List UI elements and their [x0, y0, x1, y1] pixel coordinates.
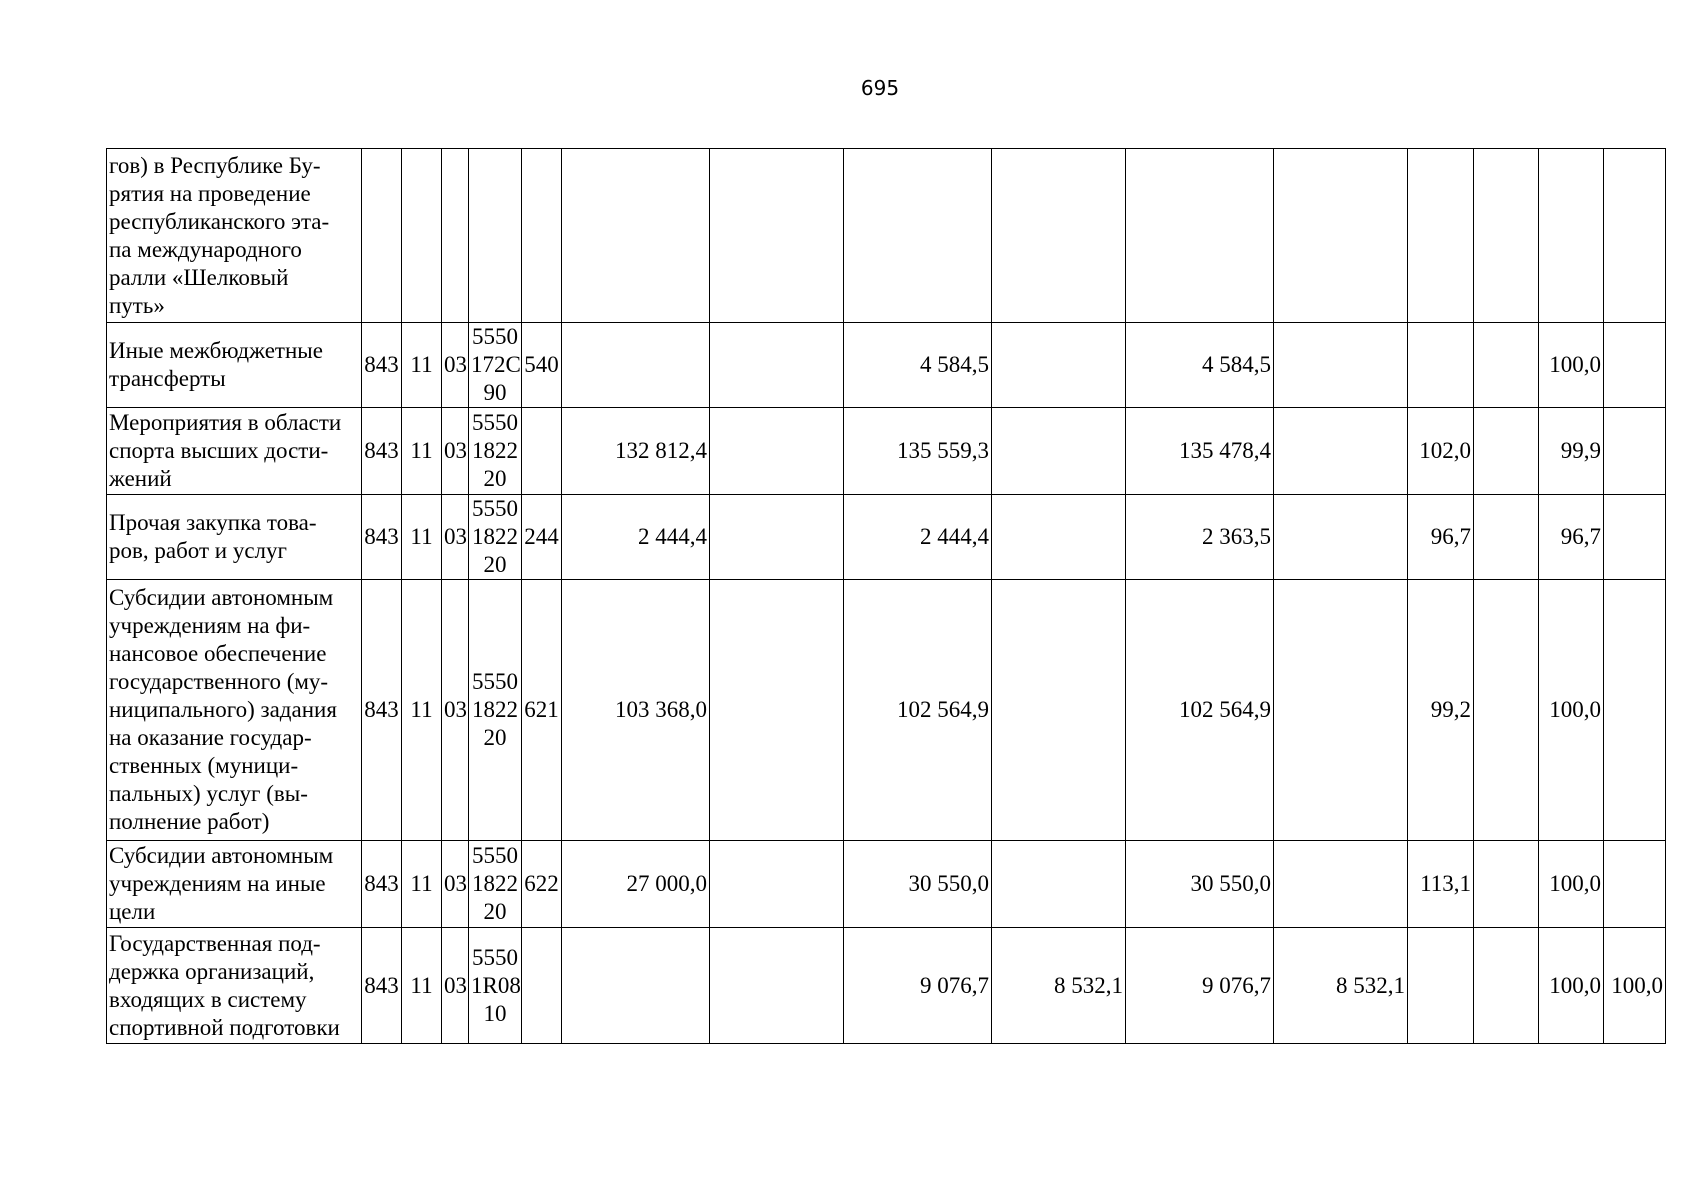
table-row — [107, 841, 1666, 928]
expense-type-cell: 621 — [522, 580, 562, 841]
subsection-code-cell: 03 — [442, 841, 469, 928]
table-row — [107, 408, 1666, 495]
value-cell: 132 812,4 — [562, 408, 710, 495]
target-article-cell: 5550 1822 20 — [469, 495, 522, 580]
target-article-cell: 5550 1822 20 — [469, 841, 522, 928]
subsection-code-cell: 03 — [442, 928, 469, 1044]
row-name-cell: Прочая закупка това- ров, работ и услуг — [107, 495, 362, 580]
value-cell: 30 550,0 — [1126, 841, 1274, 928]
percent-cell — [1604, 841, 1666, 928]
percent-cell — [1539, 149, 1604, 323]
target-article-cell: 5550 1822 20 — [469, 408, 522, 495]
value-cell: 2 444,4 — [562, 495, 710, 580]
table-row — [107, 928, 1666, 1044]
expense-type-cell: 540 — [522, 323, 562, 408]
target-article-cell: 5550 172С 90 — [469, 323, 522, 408]
grbs-code-cell: 843 — [362, 323, 402, 408]
percent-cell: 100,0 — [1539, 841, 1604, 928]
percent-cell — [1604, 408, 1666, 495]
grbs-code-cell — [362, 149, 402, 323]
value-cell — [1274, 408, 1408, 495]
percent-cell — [1474, 495, 1539, 580]
percent-cell — [1474, 841, 1539, 928]
percent-cell: 99,2 — [1408, 580, 1474, 841]
subsection-code-cell: 03 — [442, 408, 469, 495]
table-row — [107, 580, 1666, 841]
subsection-code-cell: 03 — [442, 580, 469, 841]
percent-cell — [1474, 323, 1539, 408]
percent-cell: 100,0 — [1539, 580, 1604, 841]
section-code-cell: 11 — [402, 928, 442, 1044]
percent-cell — [1604, 495, 1666, 580]
value-cell — [992, 323, 1126, 408]
percent-cell: 100,0 — [1539, 928, 1604, 1044]
table-body — [107, 149, 1666, 1044]
value-cell — [1274, 580, 1408, 841]
value-cell — [1274, 841, 1408, 928]
percent-cell — [1408, 149, 1474, 323]
expense-type-cell: 244 — [522, 495, 562, 580]
percent-cell — [1474, 149, 1539, 323]
subsection-code-cell: 03 — [442, 495, 469, 580]
value-cell — [562, 149, 710, 323]
percent-cell — [1474, 928, 1539, 1044]
value-cell — [1274, 495, 1408, 580]
percent-cell — [1408, 323, 1474, 408]
expense-type-cell: 622 — [522, 841, 562, 928]
target-article-cell: 5550 1822 20 — [469, 580, 522, 841]
page-number: 695 — [860, 76, 900, 100]
row-name-cell: Субсидии автономным учреждениям на фи- нансовое обеспечение государственного (му- ниципального) задания на оказание государ- ственных (муници- пальных) услуг (вы- полнение работ) — [107, 580, 362, 841]
percent-cell: 96,7 — [1539, 495, 1604, 580]
percent-cell — [1474, 580, 1539, 841]
section-code-cell — [402, 149, 442, 323]
row-name-cell: Иные межбюджетные трансферты — [107, 323, 362, 408]
value-cell — [710, 928, 844, 1044]
value-cell — [710, 580, 844, 841]
value-cell — [992, 408, 1126, 495]
subsection-code-cell: 03 — [442, 323, 469, 408]
value-cell: 102 564,9 — [1126, 580, 1274, 841]
grbs-code-cell: 843 — [362, 580, 402, 841]
row-name-cell: Мероприятия в области спорта высших дости- жений — [107, 408, 362, 495]
subsection-code-cell — [442, 149, 469, 323]
percent-cell: 113,1 — [1408, 841, 1474, 928]
percent-cell — [1408, 928, 1474, 1044]
section-code-cell: 11 — [402, 580, 442, 841]
row-name-cell: гов) в Республике Бу- рятия на проведение республиканского эта- па международного ралли «Шелковый путь» — [107, 149, 362, 323]
percent-cell — [1604, 149, 1666, 323]
row-name-cell: Субсидии автономным учреждениям на иные цели — [107, 841, 362, 928]
value-cell: 4 584,5 — [1126, 323, 1274, 408]
value-cell — [992, 580, 1126, 841]
section-code-cell: 11 — [402, 841, 442, 928]
table-row — [107, 495, 1666, 580]
section-code-cell: 11 — [402, 495, 442, 580]
value-cell — [992, 495, 1126, 580]
value-cell: 103 368,0 — [562, 580, 710, 841]
percent-cell: 100,0 — [1539, 323, 1604, 408]
percent-cell: 96,7 — [1408, 495, 1474, 580]
expense-type-cell — [522, 408, 562, 495]
value-cell — [710, 841, 844, 928]
expense-type-cell — [522, 928, 562, 1044]
percent-cell — [1604, 323, 1666, 408]
value-cell — [844, 149, 992, 323]
value-cell — [1126, 149, 1274, 323]
value-cell — [1274, 323, 1408, 408]
expense-type-cell — [522, 149, 562, 323]
percent-cell — [1604, 580, 1666, 841]
value-cell — [562, 928, 710, 1044]
value-cell: 2 363,5 — [1126, 495, 1274, 580]
value-cell: 30 550,0 — [844, 841, 992, 928]
value-cell — [710, 495, 844, 580]
value-cell: 4 584,5 — [844, 323, 992, 408]
grbs-code-cell: 843 — [362, 841, 402, 928]
value-cell: 2 444,4 — [844, 495, 992, 580]
percent-cell: 102,0 — [1408, 408, 1474, 495]
value-cell: 8 532,1 — [992, 928, 1126, 1044]
target-article-cell: 5550 1R08 10 — [469, 928, 522, 1044]
section-code-cell: 11 — [402, 408, 442, 495]
value-cell: 135 559,3 — [844, 408, 992, 495]
grbs-code-cell: 843 — [362, 928, 402, 1044]
value-cell — [562, 323, 710, 408]
value-cell: 9 076,7 — [1126, 928, 1274, 1044]
section-code-cell: 11 — [402, 323, 442, 408]
value-cell: 27 000,0 — [562, 841, 710, 928]
budget-table — [106, 148, 1666, 1044]
row-name-cell: Государственная под- держка организаций, входящих в систему спортивной подготовки — [107, 928, 362, 1044]
value-cell: 8 532,1 — [1274, 928, 1408, 1044]
value-cell: 9 076,7 — [844, 928, 992, 1044]
target-article-cell — [469, 149, 522, 323]
value-cell — [710, 323, 844, 408]
value-cell — [710, 408, 844, 495]
value-cell — [710, 149, 844, 323]
percent-cell: 99,9 — [1539, 408, 1604, 495]
value-cell: 102 564,9 — [844, 580, 992, 841]
grbs-code-cell: 843 — [362, 408, 402, 495]
value-cell — [1274, 149, 1408, 323]
value-cell — [992, 841, 1126, 928]
table-row — [107, 149, 1666, 323]
value-cell: 135 478,4 — [1126, 408, 1274, 495]
percent-cell — [1474, 408, 1539, 495]
grbs-code-cell: 843 — [362, 495, 402, 580]
percent-cell: 100,0 — [1604, 928, 1666, 1044]
value-cell — [992, 149, 1126, 323]
table-row — [107, 323, 1666, 408]
